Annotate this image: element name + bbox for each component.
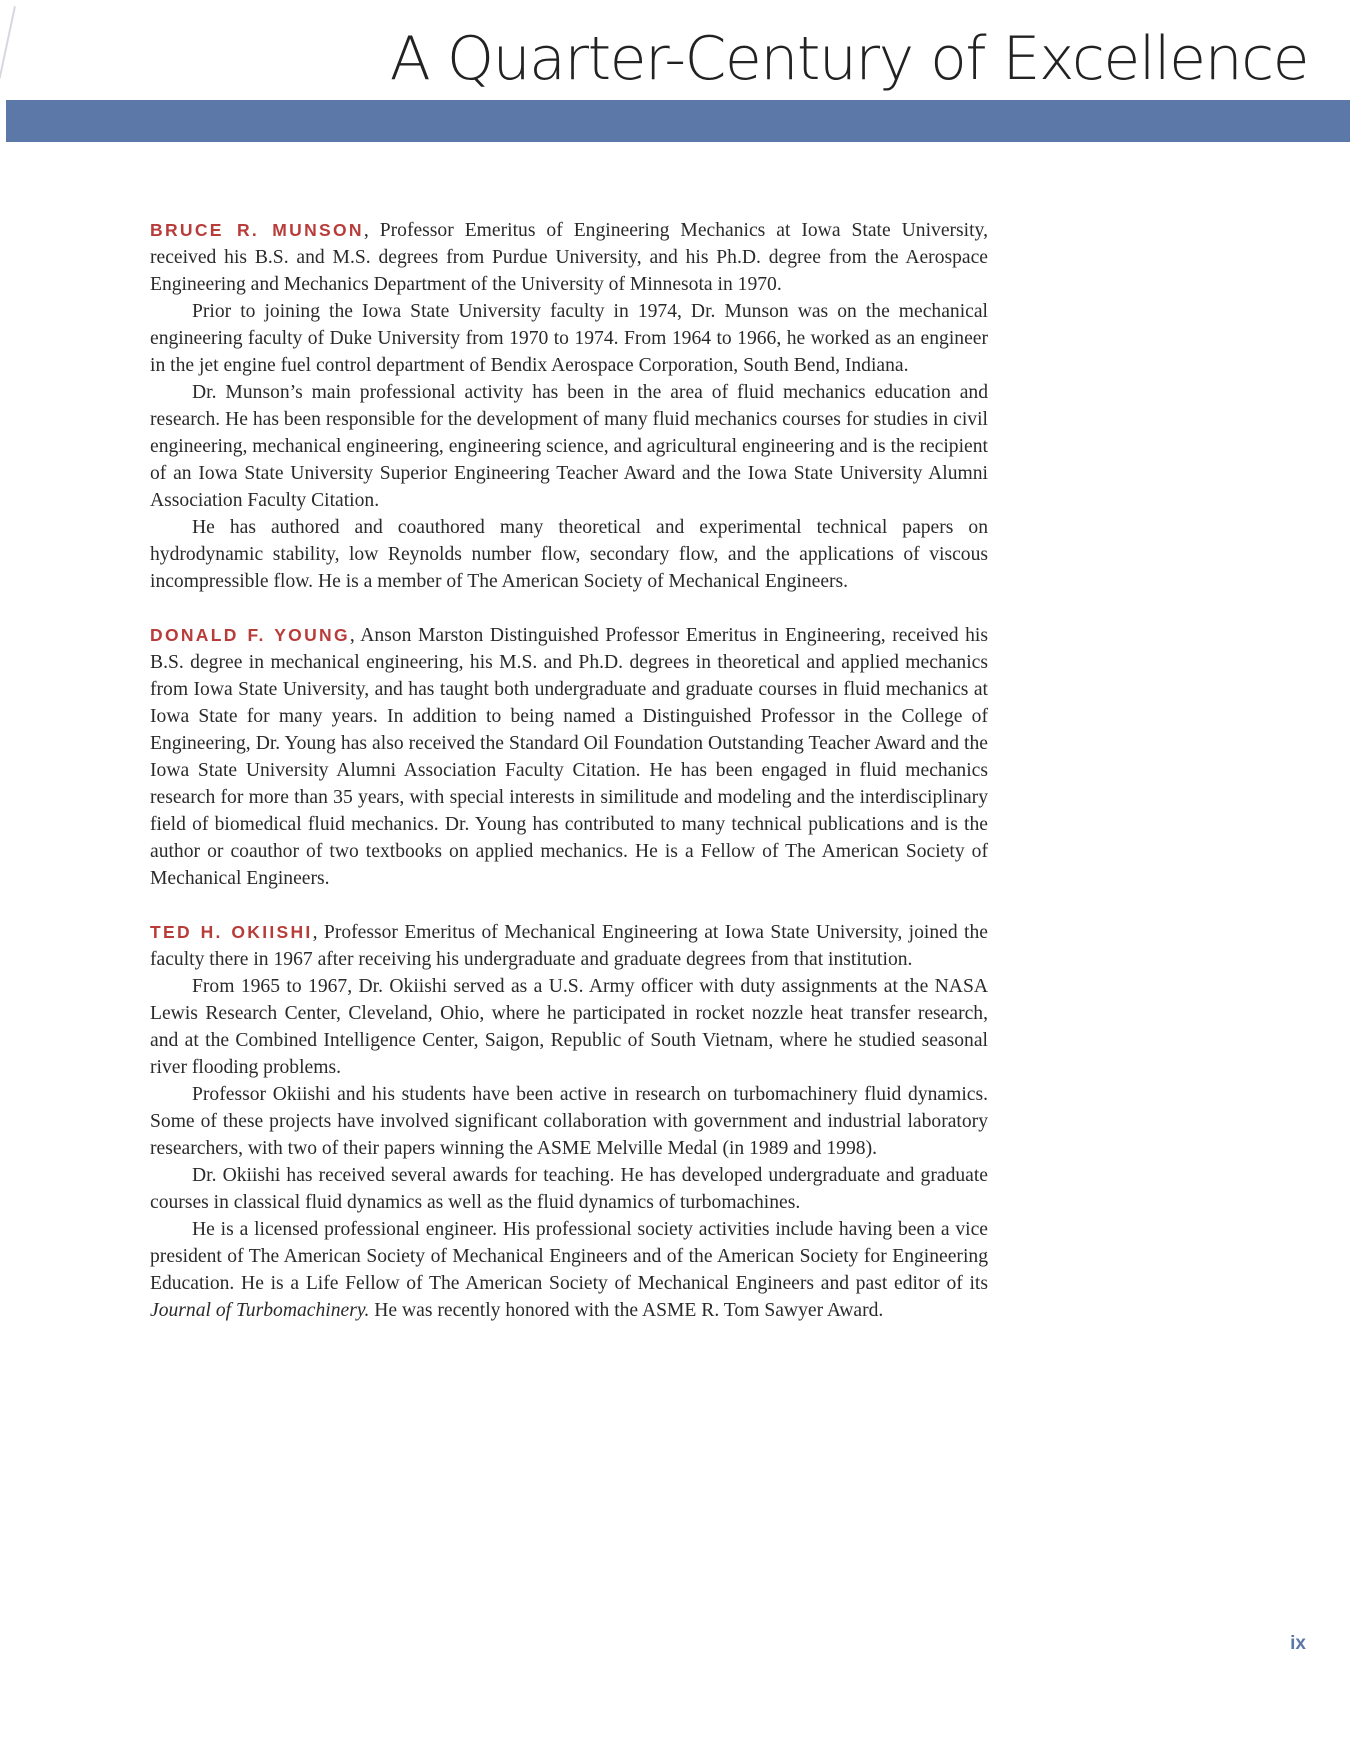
bio-text: , Anson Marston Distinguished Professor Emeritus in Engineering, received his B.S. degree in mechanical engineering, his M.S. and Ph.D. degrees in theoretical and applied mechanics from Iowa State University, and has taught both undergraduate and graduate courses in fluid mechanics at Iowa State for many years. In addition to being named a Distinguished Professor in the College of Engineering, Dr. Young has also received the Standard Oil Foundation Outstanding Teacher Award and the Iowa State University Alumni Association Faculty Citation. He has been engaged in fluid mechanics research for more than 35 years, with special interests in similitude and modeling and the interdisciplinary field of biomedical fluid mechanics. Dr. Young has contributed to many technical publications and is the author or coauthor of two textbooks on applied mechanics. He is a Fellow of The American Society of Mechanical Engineers. [150,625,988,889]
bio-paragraph: From 1965 to 1967, Dr. Okiishi served as a U.S. Army officer with duty assignments at the NASA Lewis Research Center, Cleveland, Ohio, where he participated in rocket nozzle heat transfer research, and at the Combined Intelligence Center, Saigon, Republic of South Vietnam, where he studied seasonal river flooding problems. [150,976,988,1078]
bio-paragraph [150,919,988,973]
bio-paragraph [150,1216,988,1324]
author-bios [150,217,988,1351]
bio-paragraph: Professor Okiishi and his students have been active in research on turbomachinery fluid dynamics. Some of these projects have involved significant collaboration with government and industrial laboratory researchers, with two of their papers winning the ASME Melville Medal (in 1989 and 1998). [150,1084,988,1159]
bio-paragraph: He has authored and coauthored many theoretical and experimental technical papers on hydrodynamic stability, low Reynolds number flow, secondary flow, and the applications of viscous incompressible flow. He is a member of The American Society of Mechanical Engineers. [150,517,988,592]
bio-paragraph: Prior to joining the Iowa State University faculty in 1974, Dr. Munson was on the mechanical engineering faculty of Duke University from 1970 to 1974. From 1964 to 1966, he worked as an engineer in the jet engine fuel control department of Bendix Aerospace Corporation, South Bend, Indiana. [150,301,988,376]
page-number: ix [1290,1633,1306,1654]
corner-decoration [0,6,16,79]
bio-paragraph: Dr. Okiishi has received several awards for teaching. He has developed undergraduate and graduate courses in classical fluid dynamics as well as the fluid dynamics of turbomachines. [150,1165,988,1213]
bio-paragraph: Dr. Munson’s main professional activity has been in the area of fluid mechanics education and research. He has been responsible for the development of many fluid mechanics courses for studies in civil engineering, mechanical engineering, engineering science, and agricultural engineering and is the recipient of an Iowa State University Superior Engineering Teacher Award and the Iowa State University Alumni Association Faculty Citation. [150,382,988,511]
bio-young [150,622,988,892]
header-band [6,100,1350,142]
bio-paragraph [150,622,988,892]
bio-text: He is a licensed professional engineer. His professional society activities include having been a vice president of The American Society of Mechanical Engineers and of the American Society for Engineering Education. He is a Life Fellow of The American Society of Mechanical Engineers and past editor of its [150,1219,988,1294]
author-name: TED H. OKIISHI [150,922,313,942]
bio-text: , Professor Emeritus of Mechanical Engineering at Iowa State University, joined the faculty there in 1967 after receiving his undergraduate and graduate degrees from that institution. [150,922,988,970]
author-name: BRUCE R. MUNSON [150,220,364,240]
bio-text: He was recently honored with the ASME R. Tom Sawyer Award. [369,1300,884,1321]
bio-paragraph [150,217,988,298]
bio-okiishi [150,919,988,1324]
bio-munson [150,217,988,595]
page-title: A Quarter-Century of Excellence [389,24,1308,94]
bio-text: , Professor Emeritus of Engineering Mechanics at Iowa State University, received his B.S. and M.S. degrees from Purdue University, and his Ph.D. degree from the Aerospace Engineering and Mechanics Department of the University of Minnesota in 1970. [150,220,988,295]
journal-title: Journal of Turbomachinery. [150,1300,370,1321]
author-name: DONALD F. YOUNG [150,625,350,645]
